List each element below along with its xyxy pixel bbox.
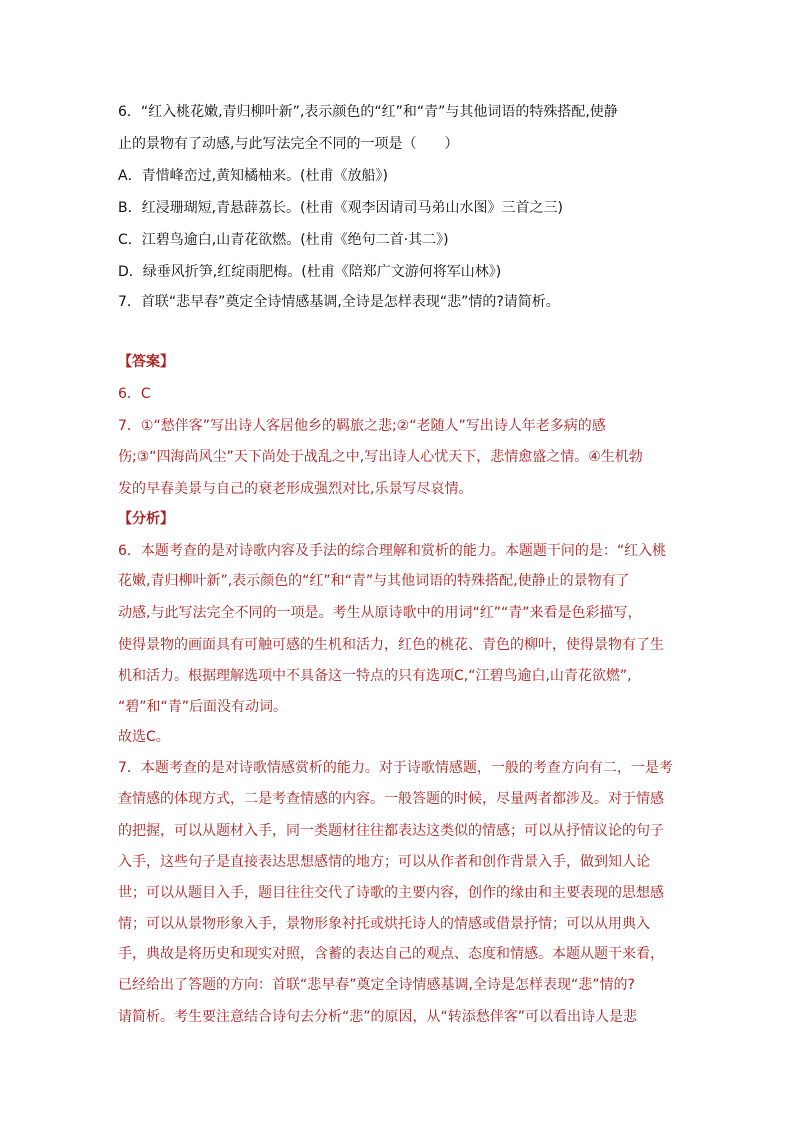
question-6-line-1: 6．“红入桃花嫩,青归柳叶新”,表示颜色的“红”和“青”与其他词语的特殊搭配,使静 <box>118 104 618 120</box>
answer-6: 6．C <box>118 386 151 402</box>
answer-7-line-1: 7．①“愁伴客”写出诗人客居他乡的羁旅之悲;②“老随人”写出诗人年老多病的感 <box>118 418 606 434</box>
analysis-7-line-4: 入手，这些句子是直接表达思想感情的地方；可以从作者和创作背景入手，做到知人论 <box>118 854 650 870</box>
question-6-line-2: 止的景物有了动感,与此写法完全不同的一项是（ ） <box>118 136 459 152</box>
analysis-7-line-8: 已经给出了答题的方向：首联“悲早春”奠定全诗情感基调,全诗是怎样表现“悲”情的? <box>118 977 635 993</box>
analysis-7-line-7: 手，典故是将历史和现实对照，含蓄的表达自己的观点、态度和情感。本题从题干来看， <box>118 946 664 962</box>
analysis-6-line-6: “碧”和“青”后面没有动词。 <box>118 699 288 715</box>
analysis-6-line-4: 使得景物的画面具有可触可感的生机和活力，红色的桃花、青色的柳叶，使得景物有了生 <box>118 637 664 653</box>
analysis-6-line-5: 机和活力。根据理解选项中不具备这一特点的只有选项C,“江碧鸟逾白,山青花欲燃”, <box>118 668 632 684</box>
analysis-6-line-1: 6．本题考查的是对诗歌内容及手法的综合理解和赏析的能力。本题题干问的是：“红入桃 <box>118 543 667 559</box>
option-a: A．青惜峰峦过,黄知橘柚来。(杜甫《放船》) <box>118 168 388 184</box>
option-d: D．绿垂风折笋,红绽雨肥梅。(杜甫《陪郑广文游何将军山林》) <box>118 264 502 280</box>
analysis-7-line-1: 7．本题考查的是对诗歌情感赏析的能力。对于诗歌情感题，一般的考查方向有二，一是考 <box>118 760 673 776</box>
answer-7-line-3: 发的早春美景与自己的衰老形成强烈对比,乐景写尽哀情。 <box>118 481 473 497</box>
analysis-7-line-3: 的把握，可以从题材入手，同一类题材往往都表达这类似的情感；可以从抒情议论的句子 <box>118 823 664 839</box>
analysis-7-line-9: 请简析。考生要注意结合诗句去分析“悲”的原因，从“转添愁伴客”可以看出诗人是悲 <box>118 1009 638 1025</box>
analysis-6-line-2: 花嫩,青归柳叶新”,表示颜色的“红”和“青”与其他词语的特殊搭配,使静止的景物有了 <box>118 573 630 589</box>
analysis-7-line-2: 查情感的体现方式，二是考查情感的内容。一般答题的时候，尽量两者都涉及。对于情感 <box>118 791 664 807</box>
analysis-7-line-6: 情；可以从景物形象入手，景物形象衬托或烘托诗人的情感或借景抒情；可以从用典入 <box>118 916 650 932</box>
option-b: B．红浸珊瑚短,青悬薜荔长。(杜甫《观李因请司马弟山水图》三首之三) <box>118 200 563 216</box>
question-7: 7．首联“悲早春”奠定全诗情感基调,全诗是怎样表现“悲”情的?请简析。 <box>118 294 560 310</box>
answer-7-line-2: 伤;③“四海尚风尘”天下尚处于战乱之中,写出诗人心忧天下，悲情愈盛之情。④生机勃 <box>118 449 643 465</box>
analysis-heading: 【分析】 <box>118 511 174 527</box>
answer-heading: 【答案】 <box>118 354 174 370</box>
analysis-6-line-7: 故选C。 <box>118 729 170 745</box>
analysis-7-line-5: 世；可以从题目入手，题目往往交代了诗歌的主要内容，创作的缘由和主要表现的思想感 <box>118 885 664 901</box>
analysis-6-line-3: 动感,与此写法完全不同的一项是。考生从原诗歌中的用词“红”“青”来看是色彩描写， <box>118 605 642 621</box>
option-c: C．江碧鸟逾白,山青花欲燃。(杜甫《绝句二首·其二》) <box>118 232 449 248</box>
